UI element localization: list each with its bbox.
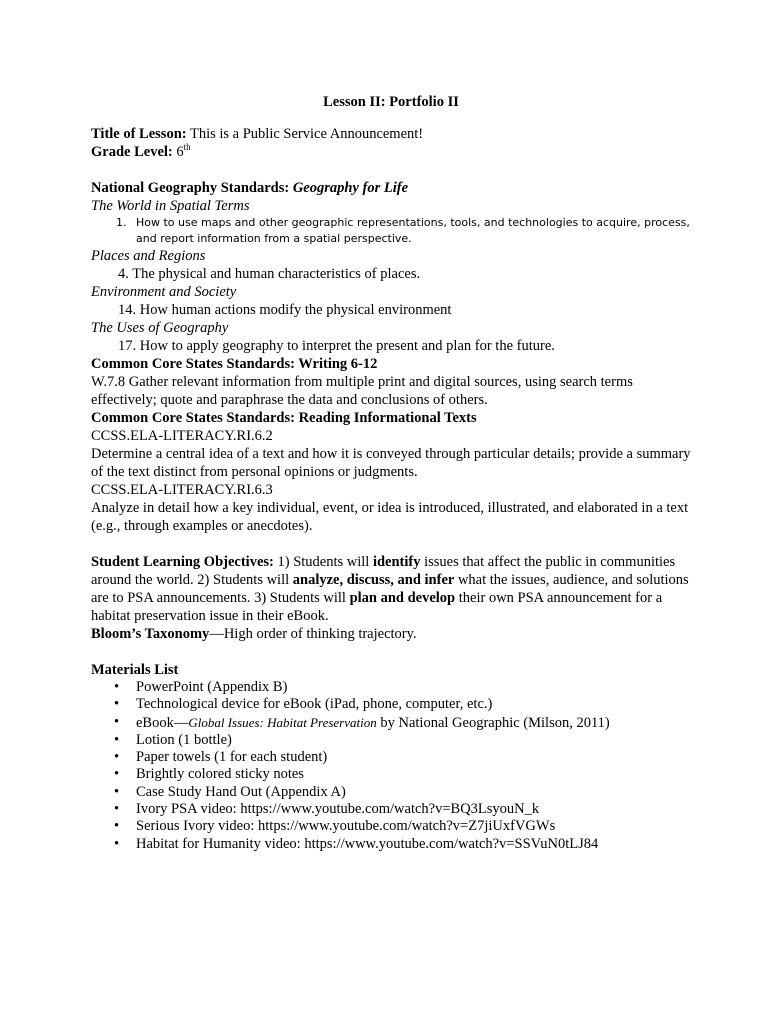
list-item <box>91 836 691 853</box>
ri63-code: CCSS.ELA-LITERACY.RI.6.3 <box>91 482 273 498</box>
list-item <box>91 784 691 801</box>
material-text: Brightly colored sticky notes <box>136 766 304 783</box>
material-text: Technological device for eBook (iPad, phone, computer, etc.) <box>136 696 493 713</box>
bullet-icon: • <box>114 731 120 748</box>
uses-geography-heading: The Uses of Geography <box>91 320 229 336</box>
objectives-label: Student Learning Objectives: <box>91 554 274 570</box>
materials-heading: Materials List <box>91 662 179 678</box>
standard-item-1-num: 1. <box>116 216 127 229</box>
material-text: Case Study Hand Out (Appendix A) <box>136 783 346 800</box>
material-text: Paper towels (1 for each student) <box>136 749 328 766</box>
standard-item-1 <box>91 215 691 247</box>
bullet-icon: • <box>114 818 120 835</box>
lesson-title-label: Title of Lesson: <box>91 126 187 142</box>
bullet-icon: • <box>114 713 120 730</box>
places-regions-heading: Places and Regions <box>91 248 206 264</box>
standard-item-14: 14. How human actions modify the physical environment <box>118 302 452 318</box>
objectives-paragraph <box>91 553 691 625</box>
ri62-code: CCSS.ELA-LITERACY.RI.6.2 <box>91 428 273 444</box>
bullet-icon: • <box>114 801 120 818</box>
material-text: Lotion (1 bottle) <box>136 731 232 748</box>
list-item <box>91 818 691 835</box>
material-text: Habitat for Humanity video: https://www.youtube.com/watch?v=SSVuN0tLJ84 <box>136 835 599 852</box>
bullet-icon: • <box>114 783 120 800</box>
ngs-label: National Geography Standards: <box>91 180 293 196</box>
material-text: Serious Ivory video: https://www.youtube.com/watch?v=Z7jiUxfVGWs <box>136 818 556 835</box>
grade-level-value: 6 <box>172 144 184 160</box>
objectives-bold-2: analyze, discuss, and infer <box>292 572 455 588</box>
blooms-value: —High order of thinking trajectory. <box>209 626 417 642</box>
bullet-icon: • <box>114 766 120 783</box>
bullet-icon: • <box>114 679 120 695</box>
objectives-text-4: their own PSA announcement for a habitat preservation issue in their eBook. <box>91 590 663 624</box>
objectives-text-1: 1) Students will <box>273 554 373 570</box>
w78-text: W.7.8 Gather relevant information from multiple print and digital sources, using search terms effectively; quote and paraphrase the data and conclusions of others. <box>91 374 633 408</box>
bullet-icon: • <box>114 835 120 852</box>
ccss-reading-heading: Common Core States Standards: Reading Informational Texts <box>91 410 477 426</box>
ri63-text: Analyze in detail how a key individual, event, or idea is introduced, illustrated, and elaborated in a text (e.g., through examples or anecdotes). <box>91 500 689 534</box>
bullet-icon: • <box>114 696 120 713</box>
standard-list <box>91 215 691 247</box>
world-spatial-heading: The World in Spatial Terms <box>91 198 250 214</box>
material-text: by National Geographic (Milson, 2011) <box>376 714 610 731</box>
ngs-heading <box>91 179 691 197</box>
blooms-label: Bloom’s Taxonomy <box>91 626 210 642</box>
objectives-text-2: issues that affect the public in communities around the world. 2) Students will <box>91 554 676 588</box>
env-society-heading: Environment and Society <box>91 284 237 300</box>
page-title: Lesson II: Portfolio II <box>323 94 459 110</box>
blooms-line <box>91 625 691 643</box>
ngs-value: Geography for Life <box>292 180 408 196</box>
materials-list <box>91 679 691 853</box>
objectives-text-3: what the issues, audience, and solutions are to PSA announcements. 3) Students will <box>91 572 689 606</box>
ebook-title: Global Issues: Habitat Preservation <box>188 714 377 730</box>
grade-level-label: Grade Level: <box>91 144 173 160</box>
objectives-bold-1: identify <box>372 554 421 570</box>
grade-level-line <box>91 143 691 161</box>
lesson-title-value: This is a Public Service Announcement! <box>186 126 424 142</box>
standard-item-17: 17. How to apply geography to interpret the present and plan for the future. <box>118 338 555 354</box>
standard-item-1-text: How to use maps and other geographic representations, tools, and technologies to acquire, process, and report information from a spatial perspective. <box>136 216 690 245</box>
list-item <box>91 749 691 766</box>
objectives-bold-3: plan and develop <box>349 590 456 606</box>
lesson-title-line <box>91 125 691 143</box>
list-item <box>91 732 691 749</box>
list-item <box>91 696 691 713</box>
ri62-text: Determine a central idea of a text and how it is conveyed through particular details; provide a summary of the text distinct from personal opinions or judgments. <box>91 446 691 480</box>
standard-item-4: 4. The physical and human characteristics of places. <box>118 266 421 282</box>
list-item <box>91 679 691 696</box>
list-item <box>91 766 691 783</box>
ccss-writing-heading: Common Core States Standards: Writing 6-12 <box>91 356 378 372</box>
material-text: PowerPoint (Appendix B) <box>136 679 288 695</box>
document-body <box>91 93 691 853</box>
material-text: Ivory PSA video: https://www.youtube.com/watch?v=BQ3LsyouN_k <box>136 801 540 818</box>
bullet-icon: • <box>114 749 120 766</box>
list-item <box>91 714 691 732</box>
grade-level-sup: th <box>183 142 191 153</box>
material-text: eBook— <box>136 714 189 731</box>
list-item <box>91 801 691 818</box>
